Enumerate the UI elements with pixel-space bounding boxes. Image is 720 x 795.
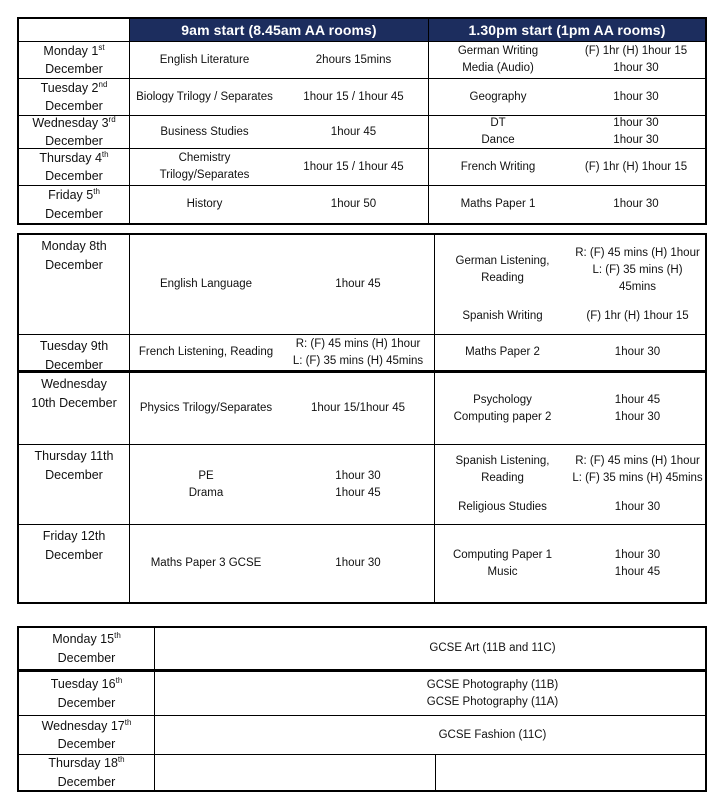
date-cell: [19, 79, 129, 115]
morning-session-cell: [129, 116, 428, 148]
duration-line: 1hour 30: [335, 557, 381, 569]
afternoon-session-cell: [428, 186, 705, 223]
exam-entry: [130, 555, 434, 572]
exam-subject: [435, 344, 570, 361]
exam-subject: [429, 115, 567, 149]
header-morning-session: 9am start (8.45am AA rooms): [129, 19, 428, 41]
merged-exam-cell: [154, 672, 705, 715]
exam-subject: [130, 555, 282, 572]
timetable-row: [19, 78, 705, 115]
exam-entry: [130, 336, 434, 370]
exam-entry: [435, 308, 705, 325]
date-line-1: [41, 79, 108, 98]
duration-line: R: (F) 45 mins (H) 1hour: [575, 455, 700, 467]
date-ordinal-superscript: th: [124, 717, 132, 727]
date-line-2: December: [45, 134, 103, 148]
date-line-1: [51, 675, 123, 694]
exam-line: GCSE Photography (11A): [426, 695, 559, 708]
date-line-2: December: [45, 62, 103, 76]
date-ordinal-superscript: th: [114, 630, 121, 640]
morning-session-cell: [129, 235, 434, 334]
date-line-1: [40, 337, 108, 356]
afternoon-session-cell: [434, 235, 705, 334]
morning-session-cell: [129, 525, 434, 602]
header-date-cell: [19, 19, 129, 41]
duration-line: 45mins: [618, 280, 657, 293]
subject-line: Biology Trilogy / Separates: [136, 90, 273, 103]
exam-subject: [429, 89, 567, 106]
exam-duration: [567, 159, 705, 176]
date-line-2: December: [45, 257, 103, 272]
exam-duration: [567, 196, 705, 213]
exam-duration: [279, 52, 428, 69]
date-line-1: [43, 527, 106, 546]
date-text: Monday 15: [52, 632, 115, 646]
exam-duration: [570, 344, 705, 361]
timetable-row: [19, 628, 705, 669]
exam-subject: [130, 468, 282, 502]
duration-line: L: (F) 35 mins (H) 45mins: [292, 354, 424, 367]
exam-subject: [130, 276, 282, 293]
exam-subject: [435, 453, 570, 487]
week1-table: [17, 17, 707, 225]
date-line-1: [32, 114, 115, 133]
exam-entry: [130, 276, 434, 293]
exam-subject: [130, 344, 282, 361]
timetable-row: [19, 115, 705, 148]
exam-entry: [429, 115, 705, 149]
date-cell: [19, 335, 129, 370]
exam-entry: [435, 499, 705, 516]
exam-entry: [130, 52, 428, 69]
empty-morning-cell: [154, 755, 435, 790]
duration-line: 1hour 30: [613, 198, 659, 210]
duration-line: 2hours 15mins: [315, 53, 392, 66]
morning-session-cell: [129, 445, 434, 524]
duration-line: (F) 1hr (H) 1hour 15: [584, 45, 688, 57]
duration-line: R: (F) 45 mins (H) 1hour: [575, 246, 700, 259]
exam-subject: [130, 124, 279, 141]
subject-line: French Listening, Reading: [138, 346, 274, 358]
merged-exam-cell: [154, 628, 705, 669]
date-line-1: [43, 42, 104, 61]
date-text: Tuesday 16: [50, 677, 116, 691]
subject-line: Maths Paper 1: [460, 198, 536, 210]
date-line-2: December: [45, 169, 103, 183]
timetable-row: [19, 334, 705, 370]
subject-line: Maths Paper 3 GCSE: [150, 557, 262, 569]
date-cell: [19, 235, 129, 334]
duration-line: 1hour 45: [614, 393, 661, 406]
subject-line: Music: [487, 565, 518, 578]
afternoon-session-cell: [434, 525, 705, 602]
exam-line: GCSE Art (11B and 11C): [429, 642, 556, 654]
date-text: Friday 5: [48, 188, 94, 202]
exam-entry: [435, 547, 705, 581]
subject-line: Geography: [469, 90, 527, 103]
date-text: Tuesday 9th: [39, 339, 109, 353]
timetable-row: [19, 715, 705, 754]
subject-line: Reading: [481, 272, 524, 284]
morning-session-cell: [129, 79, 428, 115]
date-line-2: December: [57, 695, 116, 710]
subject-line: English Literature: [159, 53, 250, 66]
subject-line: English Language: [159, 278, 253, 290]
duration-line: 1hour 15 / 1hour 45: [303, 160, 404, 173]
exam-duration: [567, 115, 705, 149]
exam-entry: [130, 124, 428, 141]
afternoon-session-cell: [434, 373, 705, 444]
date-cell: [19, 186, 129, 223]
date-line-2: December: [45, 206, 103, 221]
duration-line: 1hour 30: [613, 62, 659, 74]
date-line-1: [39, 149, 108, 168]
date-cell: [19, 149, 129, 185]
duration-line: 1hour 30: [335, 469, 381, 482]
date-ordinal-superscript: th: [117, 754, 125, 764]
duration-line: 1hour 15/1hour 45: [311, 402, 405, 414]
date-cell: [19, 628, 154, 669]
exam-duration: [570, 245, 705, 296]
week3-table: [17, 626, 707, 792]
exam-entry: [435, 245, 705, 296]
week1-header-row: [19, 19, 705, 41]
duration-line: (F) 1hr (H) 1hour 15: [586, 309, 689, 322]
date-text: Thursday 18: [48, 756, 118, 770]
date-line-1: [35, 447, 114, 466]
date-line-2: 10th December: [31, 395, 117, 410]
duration-line: 1hour 45: [335, 486, 381, 499]
exam-entry: [429, 159, 705, 176]
morning-session-cell: [129, 373, 434, 444]
timetable-row: [19, 41, 705, 78]
date-ordinal-superscript: st: [98, 42, 105, 52]
header-afternoon-session: 1.30pm start (1pm AA rooms): [428, 19, 705, 41]
subject-line: Reading: [481, 472, 524, 484]
date-text: Wednesday 17: [41, 718, 125, 733]
duration-line: 1hour 15 / 1hour 45: [303, 90, 404, 103]
afternoon-session-cell: [428, 149, 705, 185]
timetable-row: [19, 185, 705, 223]
exam-subject: [435, 499, 570, 516]
exam-duration: [282, 555, 434, 572]
subject-line: PE: [198, 469, 214, 482]
date-line-1: [48, 186, 100, 205]
date-text: Monday 8th: [41, 239, 107, 253]
exam-duration: [570, 308, 705, 325]
exam-subject: [435, 547, 570, 581]
date-line-1: [42, 717, 132, 736]
subject-line: Dance: [481, 134, 515, 146]
merged-exam-cell: [154, 716, 705, 754]
subject-line: History: [186, 198, 223, 210]
exam-entry: [435, 344, 705, 361]
duration-line: 1hour 30: [614, 548, 661, 561]
subject-line: French Writing: [460, 160, 536, 173]
exam-entry: [130, 89, 428, 106]
date-text: Monday 1: [43, 43, 99, 58]
date-line-2: December: [45, 99, 103, 113]
exam-entry: [435, 453, 705, 487]
exam-subject: [130, 89, 279, 106]
exam-duration: [567, 89, 705, 106]
date-line-1: [41, 237, 106, 256]
subject-line: Media (Audio): [462, 62, 534, 74]
exam-entry: [130, 150, 428, 184]
date-ordinal-superscript: th: [93, 186, 100, 196]
date-text: Tuesday 2: [40, 80, 99, 95]
subject-line: Business Studies: [160, 125, 249, 138]
subject-line: Physics Trilogy/Separates: [139, 402, 273, 414]
duration-line: 1hour 45: [330, 125, 377, 138]
timetable-row: [19, 524, 705, 602]
exam-subject: [130, 52, 279, 69]
exam-line: GCSE Fashion (11C): [438, 728, 547, 741]
duration-line: 1hour 30: [613, 134, 659, 146]
exam-duration: [570, 453, 705, 487]
date-cell: [19, 716, 154, 754]
timetable-row: [19, 148, 705, 185]
date-line-2: December: [57, 774, 116, 789]
timetable-row: [19, 444, 705, 524]
exam-subject: [435, 253, 570, 287]
date-line-2: December: [45, 467, 103, 482]
subject-line: Spanish Listening,: [455, 455, 550, 467]
date-text: Friday 12th: [42, 529, 106, 543]
date-ordinal-superscript: th: [115, 675, 123, 685]
morning-session-cell: [129, 42, 428, 78]
subject-line: Psychology: [473, 393, 532, 406]
afternoon-session-cell: [434, 445, 705, 524]
subject-line: Spanish Writing: [462, 309, 543, 322]
date-line-2: December: [45, 357, 103, 372]
exam-entry: [429, 196, 705, 213]
subject-line: Drama: [188, 486, 224, 499]
afternoon-session-cell: [428, 116, 705, 148]
date-cell: [19, 525, 129, 602]
exam-duration: [279, 124, 428, 141]
exam-line: GCSE Photography (11B): [426, 678, 559, 691]
timetable-row: [19, 370, 705, 444]
afternoon-session-cell: [428, 42, 705, 78]
duration-line: 1hour 30: [614, 410, 661, 423]
duration-line: 1hour 30: [614, 501, 661, 513]
morning-session-cell: [129, 149, 428, 185]
date-line-2: December: [57, 650, 116, 665]
date-line-1: [52, 630, 121, 649]
subject-line: DT: [490, 117, 506, 129]
exam-subject: [435, 392, 570, 426]
duration-line: 1hour 45: [335, 278, 381, 290]
exam-entry: [435, 392, 705, 426]
subject-line: Computing paper 2: [453, 410, 552, 423]
timetable-row: [19, 669, 705, 715]
exam-entry: [429, 89, 705, 106]
subject-line: Computing Paper 1: [452, 548, 553, 561]
exam-duration: [282, 400, 434, 417]
timetable-row: [19, 754, 705, 790]
exam-duration: [282, 468, 434, 502]
empty-afternoon-cell: [435, 755, 705, 790]
date-text: Thursday 4: [39, 150, 102, 165]
subject-line: German Listening,: [455, 255, 550, 267]
exam-subject: [130, 150, 279, 184]
date-cell: [19, 755, 154, 790]
date-line-2: December: [45, 547, 103, 562]
subject-line: Chemistry: [178, 152, 231, 164]
afternoon-session-cell: [428, 79, 705, 115]
duration-line: 1hour 30: [613, 117, 659, 129]
exam-subject: [130, 196, 279, 213]
duration-line: 1hour 30: [614, 346, 661, 358]
exam-entry: [130, 468, 434, 502]
date-text: Wednesday: [41, 377, 107, 391]
exam-subject: [429, 43, 567, 77]
date-line-1: [48, 754, 124, 773]
afternoon-session-cell: [434, 335, 705, 370]
date-line-1: [41, 375, 107, 394]
date-cell: [19, 373, 129, 444]
exam-subject: [429, 196, 567, 213]
duration-line: R: (F) 45 mins (H) 1hour: [295, 337, 421, 350]
date-cell: [19, 672, 154, 715]
duration-line: L: (F) 35 mins (H) 45mins: [572, 472, 703, 484]
date-text: Wednesday 3: [32, 115, 109, 130]
date-cell: [19, 116, 129, 148]
subject-line: Trilogy/Separates: [159, 169, 250, 181]
exam-duration: [279, 89, 428, 106]
exam-subject: [429, 159, 567, 176]
week2-table: [17, 233, 707, 604]
subject-line: Maths Paper 2: [465, 346, 540, 358]
duration-line: L: (F) 35 mins (H): [592, 263, 683, 276]
date-cell: [19, 445, 129, 524]
timetable-row: [19, 235, 705, 334]
date-ordinal-superscript: rd: [108, 114, 116, 124]
exam-duration: [282, 336, 434, 370]
subject-line: German Writing: [457, 45, 539, 57]
exam-subject: [130, 400, 282, 417]
exam-duration: [282, 276, 434, 293]
exam-duration: [279, 196, 428, 213]
date-line-2: December: [57, 737, 116, 751]
exam-entry: [130, 400, 434, 417]
date-ordinal-superscript: nd: [98, 79, 108, 89]
exam-subject: [435, 308, 570, 325]
morning-session-cell: [129, 335, 434, 370]
duration-line: 1hour 30: [613, 90, 659, 103]
exam-duration: [570, 499, 705, 516]
exam-duration: [570, 547, 705, 581]
date-ordinal-superscript: th: [101, 149, 109, 159]
duration-line: 1hour 45: [614, 565, 661, 578]
exam-duration: [570, 392, 705, 426]
date-text: Thursday 11th: [34, 449, 114, 463]
exam-duration: [279, 159, 428, 176]
duration-line: (F) 1hr (H) 1hour 15: [584, 160, 688, 173]
date-cell: [19, 42, 129, 78]
subject-line: Religious Studies: [458, 501, 547, 513]
exam-entry: [429, 43, 705, 77]
exam-duration: [567, 43, 705, 77]
exam-entry: [130, 196, 428, 213]
duration-line: 1hour 50: [330, 198, 377, 210]
morning-session-cell: [129, 186, 428, 223]
